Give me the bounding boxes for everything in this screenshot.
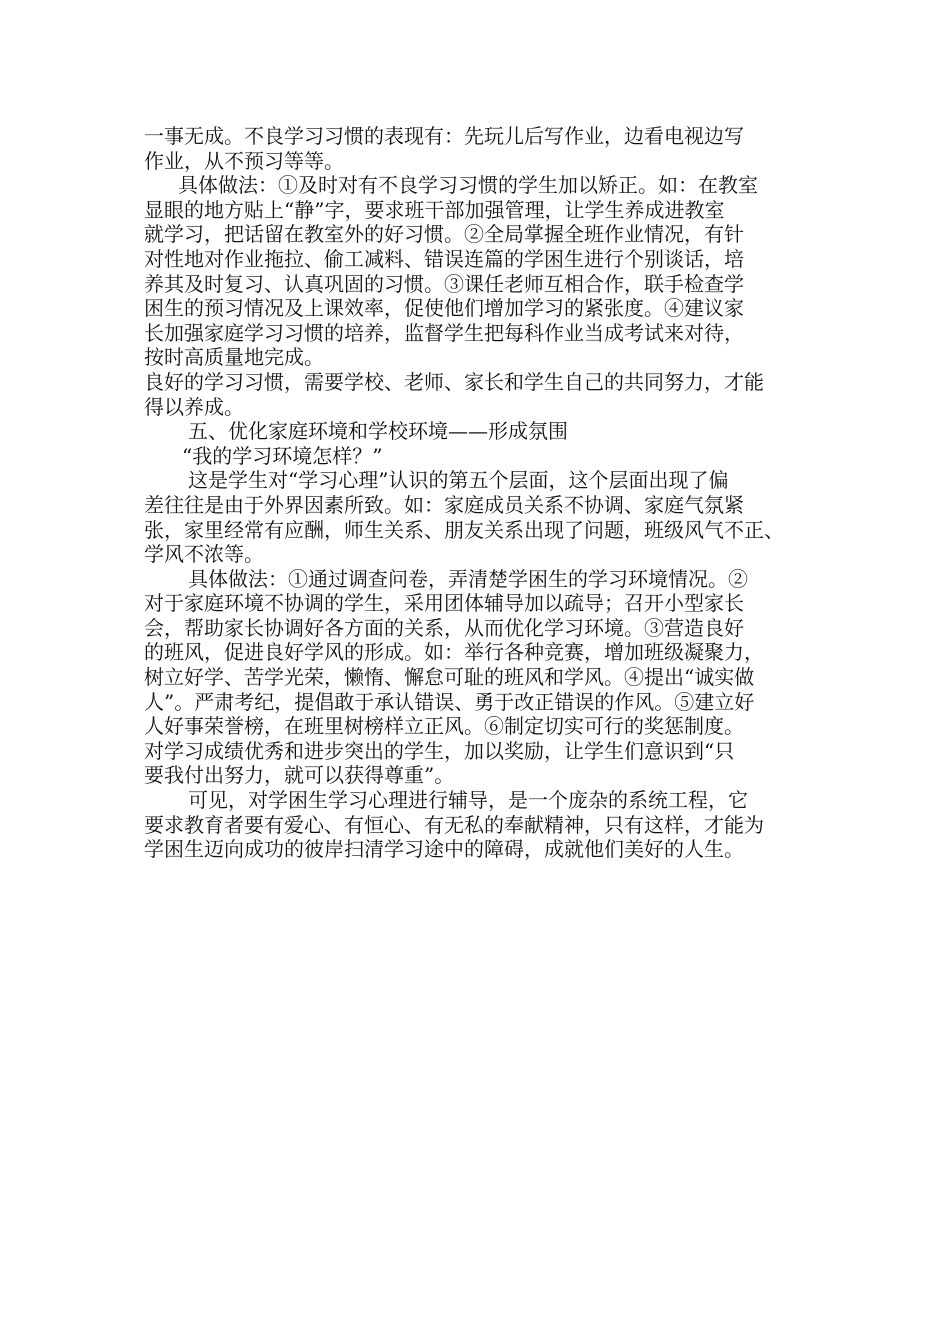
text-line: 对于家庭环境不协调的学生，采用团体辅导加以疏导；召开小型家长 bbox=[144, 591, 744, 616]
text-line: 可见，对学困生学习心理进行辅导，是一个庞杂的系统工程，它 bbox=[188, 788, 748, 813]
section-heading: 五、优化家庭环境和学校环境——形成氛围 bbox=[188, 419, 568, 444]
text-line: 学困生迈向成功的彼岸扫清学习途中的障碍，成就他们美好的人生。 bbox=[144, 837, 744, 862]
text-line: 显眼的地方贴上“静”字，要求班干部加强管理，让学生养成进教室 bbox=[144, 197, 725, 222]
text-line: 养其及时复习、认真巩固的习惯。③课任老师互相合作，联手检查学 bbox=[144, 271, 744, 296]
text-line: 一事无成。不良学习习惯的表现有：先玩儿后写作业，边看电视边写 bbox=[144, 124, 744, 148]
text-line: 按时高质量地完成。 bbox=[144, 345, 324, 370]
text-line: 学风不浓等。 bbox=[144, 542, 264, 567]
text-line: 张，家里经常有应酬，师生关系、朋友关系出现了问题，班级风气不正、 bbox=[144, 517, 784, 542]
text-line: 得以养成。 bbox=[144, 394, 244, 419]
text-line: 会，帮助家长协调好各方面的关系，从而优化学习环境。③营造良好 bbox=[144, 615, 744, 640]
text-line: 人好事荣誉榜，在班里树榜样立正风。⑥制定切实可行的奖惩制度。 bbox=[144, 714, 744, 739]
text-line: 长加强家庭学习习惯的培养，监督学生把每科作业当成考试来对待， bbox=[144, 320, 744, 345]
section-question: “我的学习环境怎样？” bbox=[182, 443, 383, 468]
document-body bbox=[144, 124, 820, 862]
text-line: 具体做法：①通过调查问卷，弄清楚学困生的学习环境情况。② bbox=[188, 566, 748, 591]
text-line: 要求教育者要有爱心、有恒心、有无私的奉献精神，只有这样，才能为 bbox=[144, 812, 764, 837]
text-line: 对性地对作业拖拉、偷工减料、错误连篇的学困生进行个别谈话，培 bbox=[144, 246, 744, 271]
text-line: 差往往是由于外界因素所致。如：家庭成员关系不协调、家庭气氛紧 bbox=[144, 492, 744, 517]
text-line: 就学习，把话留在教室外的好习惯。②全局掌握全班作业情况，有针 bbox=[144, 222, 744, 247]
text-line: 的班风，促进良好学风的形成。如：举行各种竞赛，增加班级凝聚力， bbox=[144, 640, 764, 665]
text-line: 具体做法：①及时对有不良学习习惯的学生加以矫正。如：在教室 bbox=[178, 173, 758, 198]
text-line: 树立好学、苦学光荣，懒惰、懈怠可耻的班风和学风。④提出“诚实做 bbox=[144, 665, 755, 690]
text-line: 作业，从不预习等等。 bbox=[144, 148, 344, 173]
text-line: 良好的学习习惯，需要学校、老师、家长和学生自己的共同努力，才能 bbox=[144, 369, 764, 394]
text-line: 人”。严肃考纪，提倡敢于承认错误、勇于改正错误的作风。⑤建立好 bbox=[144, 689, 755, 714]
text-line: 对学习成绩优秀和进步突出的学生，加以奖励，让学生们意识到“只 bbox=[144, 738, 735, 763]
text-line: 要我付出努力，就可以获得尊重”。 bbox=[144, 763, 455, 788]
text-line: 困生的预习情况及上课效率，促使他们增加学习的紧张度。④建议家 bbox=[144, 296, 744, 321]
text-line: 这是学生对“学习心理”认识的第五个层面，这个层面出现了偏 bbox=[188, 468, 729, 493]
